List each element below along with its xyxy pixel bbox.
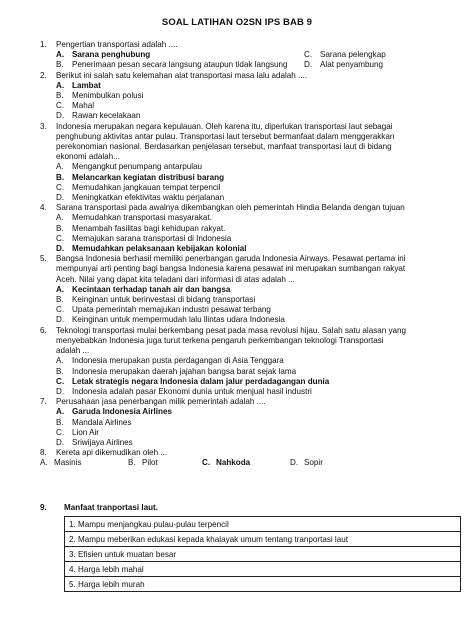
question-heading: 9. Manfaat tranportasi laut. — [40, 503, 158, 512]
option-c: C. Sarana pelengkap — [304, 50, 386, 60]
option-a: A. Indonesia merupakan pusta perdagangan di Asia Tenggara — [56, 356, 284, 366]
option-b: B. Pilot — [128, 458, 158, 468]
option-d: D. Sriwijaya Airlines — [56, 437, 133, 447]
option-d: D. Memudahkan pelaksanaan kebijakan kolonial — [56, 244, 247, 254]
option-b: B. Mandala Airlines — [56, 417, 132, 427]
option-b: B. Keinginan untuk berinvestasi di bidang transportasi — [56, 295, 256, 305]
option-b: B. Menimbulkan polusi — [56, 91, 144, 101]
table-row: 4. Harga lebih mahal — [65, 562, 461, 577]
option-row — [40, 458, 450, 468]
option-row — [40, 60, 450, 70]
question-2: 2. Berikut ini salah satu kelemahan alat transportasi masa lalu adalah .... — [40, 70, 308, 80]
option-b: B. Penerimaan pesan secara langsung ataupun tidak langsung — [56, 60, 288, 70]
question-number: 1. — [40, 40, 47, 49]
option-a: A. Garuda Indonesia Airlines — [56, 407, 172, 417]
option-d: D. Sopir — [290, 458, 323, 468]
option-c: C. Nahkoda — [202, 458, 251, 468]
option-a: A. Memudahkan transportasi masyarakat. — [56, 213, 212, 223]
option-a: A. Mengangkut penumpang antarpulau — [56, 162, 203, 172]
question-8: 8. Kereta api dikemudikan oleh ... — [40, 448, 168, 458]
question-1 — [40, 40, 450, 50]
question-list — [40, 40, 450, 469]
question-7: 7. Perusahaan jasa penerbangan milik pemerintah adalah .... — [40, 397, 266, 407]
option-d: D. Keinginan untuk mempermudah lalu llintas udara Indonesia — [56, 315, 285, 325]
option-c: C. Mahal — [56, 101, 95, 111]
table-row: 2. Mampu meberikan edukasi kepada khalayak umum tentang tranportasi laut — [65, 532, 461, 547]
question-3: 3. Indonesia merupakan negara kepulauan. Oleh karena itu, diperlukan transportasi laut sebagai penghubung aktivitas antar pulau. Transportasi laut tersebut bermanfaat dalam menggerakkan perekonomian nasional. Berdasarkan penjelasan tersebut, manfaat transportasi laut di bidang ekonomi adalah... — [40, 121, 395, 162]
option-a: A. Lambat — [56, 80, 101, 90]
table-row: 3. Efisien untuk muatan besar — [65, 547, 461, 562]
option-c: C. Upata pemerintah memajukan industri pesawat terbang — [56, 305, 271, 315]
question-6: 6. Teknologi transportasi mulai berkembang pesat pada masa revolusi hijau. Salah satu alasan yang menyebabkan Indonesia juga turut terkena pengaruh perkembangan teknologi Transportasi adalah ... — [40, 325, 407, 356]
option-a: A. Sarana penghubung — [56, 50, 151, 60]
question-text: Pengertian transportasi adalah .... — [56, 40, 178, 49]
option-a: A. Kecintaan terhadap tanah air dan bangsa — [56, 284, 231, 294]
question-9 — [40, 503, 450, 592]
page-title: SOAL LATIHAN O2SN IPS BAB 9 — [161, 17, 313, 28]
table-row: 1. Mampu menjangkau pulau-pulau terpencil — [65, 517, 461, 532]
option-c: C. Memudahkan jangkauan tempat terpencil — [56, 182, 221, 192]
question-5: 5. Bangsa Indonesia berhasil memiliki penerbangan garuda Indonesia Airways. Pesawat pertama ini mempunyai arti penting bagi bangsa Indonesia karena pesawat ini merupakan sumbangan rakyat Aceh. Nilai yang dapat kita teladani dari informasi di atas adalah ... — [40, 254, 406, 284]
question-4: 4. Sarana transportasi pada awalnya dikembangkan oleh pemerintah Hindia Belanda dengan tujuan — [40, 203, 405, 213]
option-d: D. Alat penyambung — [304, 60, 383, 70]
table-row: 5. Harga lebih murah — [65, 577, 461, 592]
option-d: D. Indonesia adalah pasar Ekonomi dunia untuk menjual hasil industri — [56, 386, 312, 396]
option-c: C. Lion Air — [56, 427, 99, 437]
option-c: C. Memajukan sarana transportasi di Indonesia — [56, 233, 232, 243]
statement-table — [64, 516, 461, 592]
option-b: B. Indonesia merupakan daerah jajahan bangsa barat sejak lama — [56, 366, 297, 376]
option-d: D. Rawan kecelakaan — [56, 111, 141, 121]
option-d: D. Meningkatkan efektivitas waktu perjalanan — [56, 193, 225, 203]
option-b: B. Melancarkan kegiatan distribusi barang — [56, 172, 225, 182]
option-c: C. Letak strategis negara Indonesia dalam jalur perdadagangan dunia — [56, 376, 330, 386]
option-row — [40, 50, 450, 60]
option-a: A. Masinis — [40, 458, 82, 468]
option-b: B. Menambah fasilitas bagi kehidupan rakyat. — [56, 223, 226, 233]
